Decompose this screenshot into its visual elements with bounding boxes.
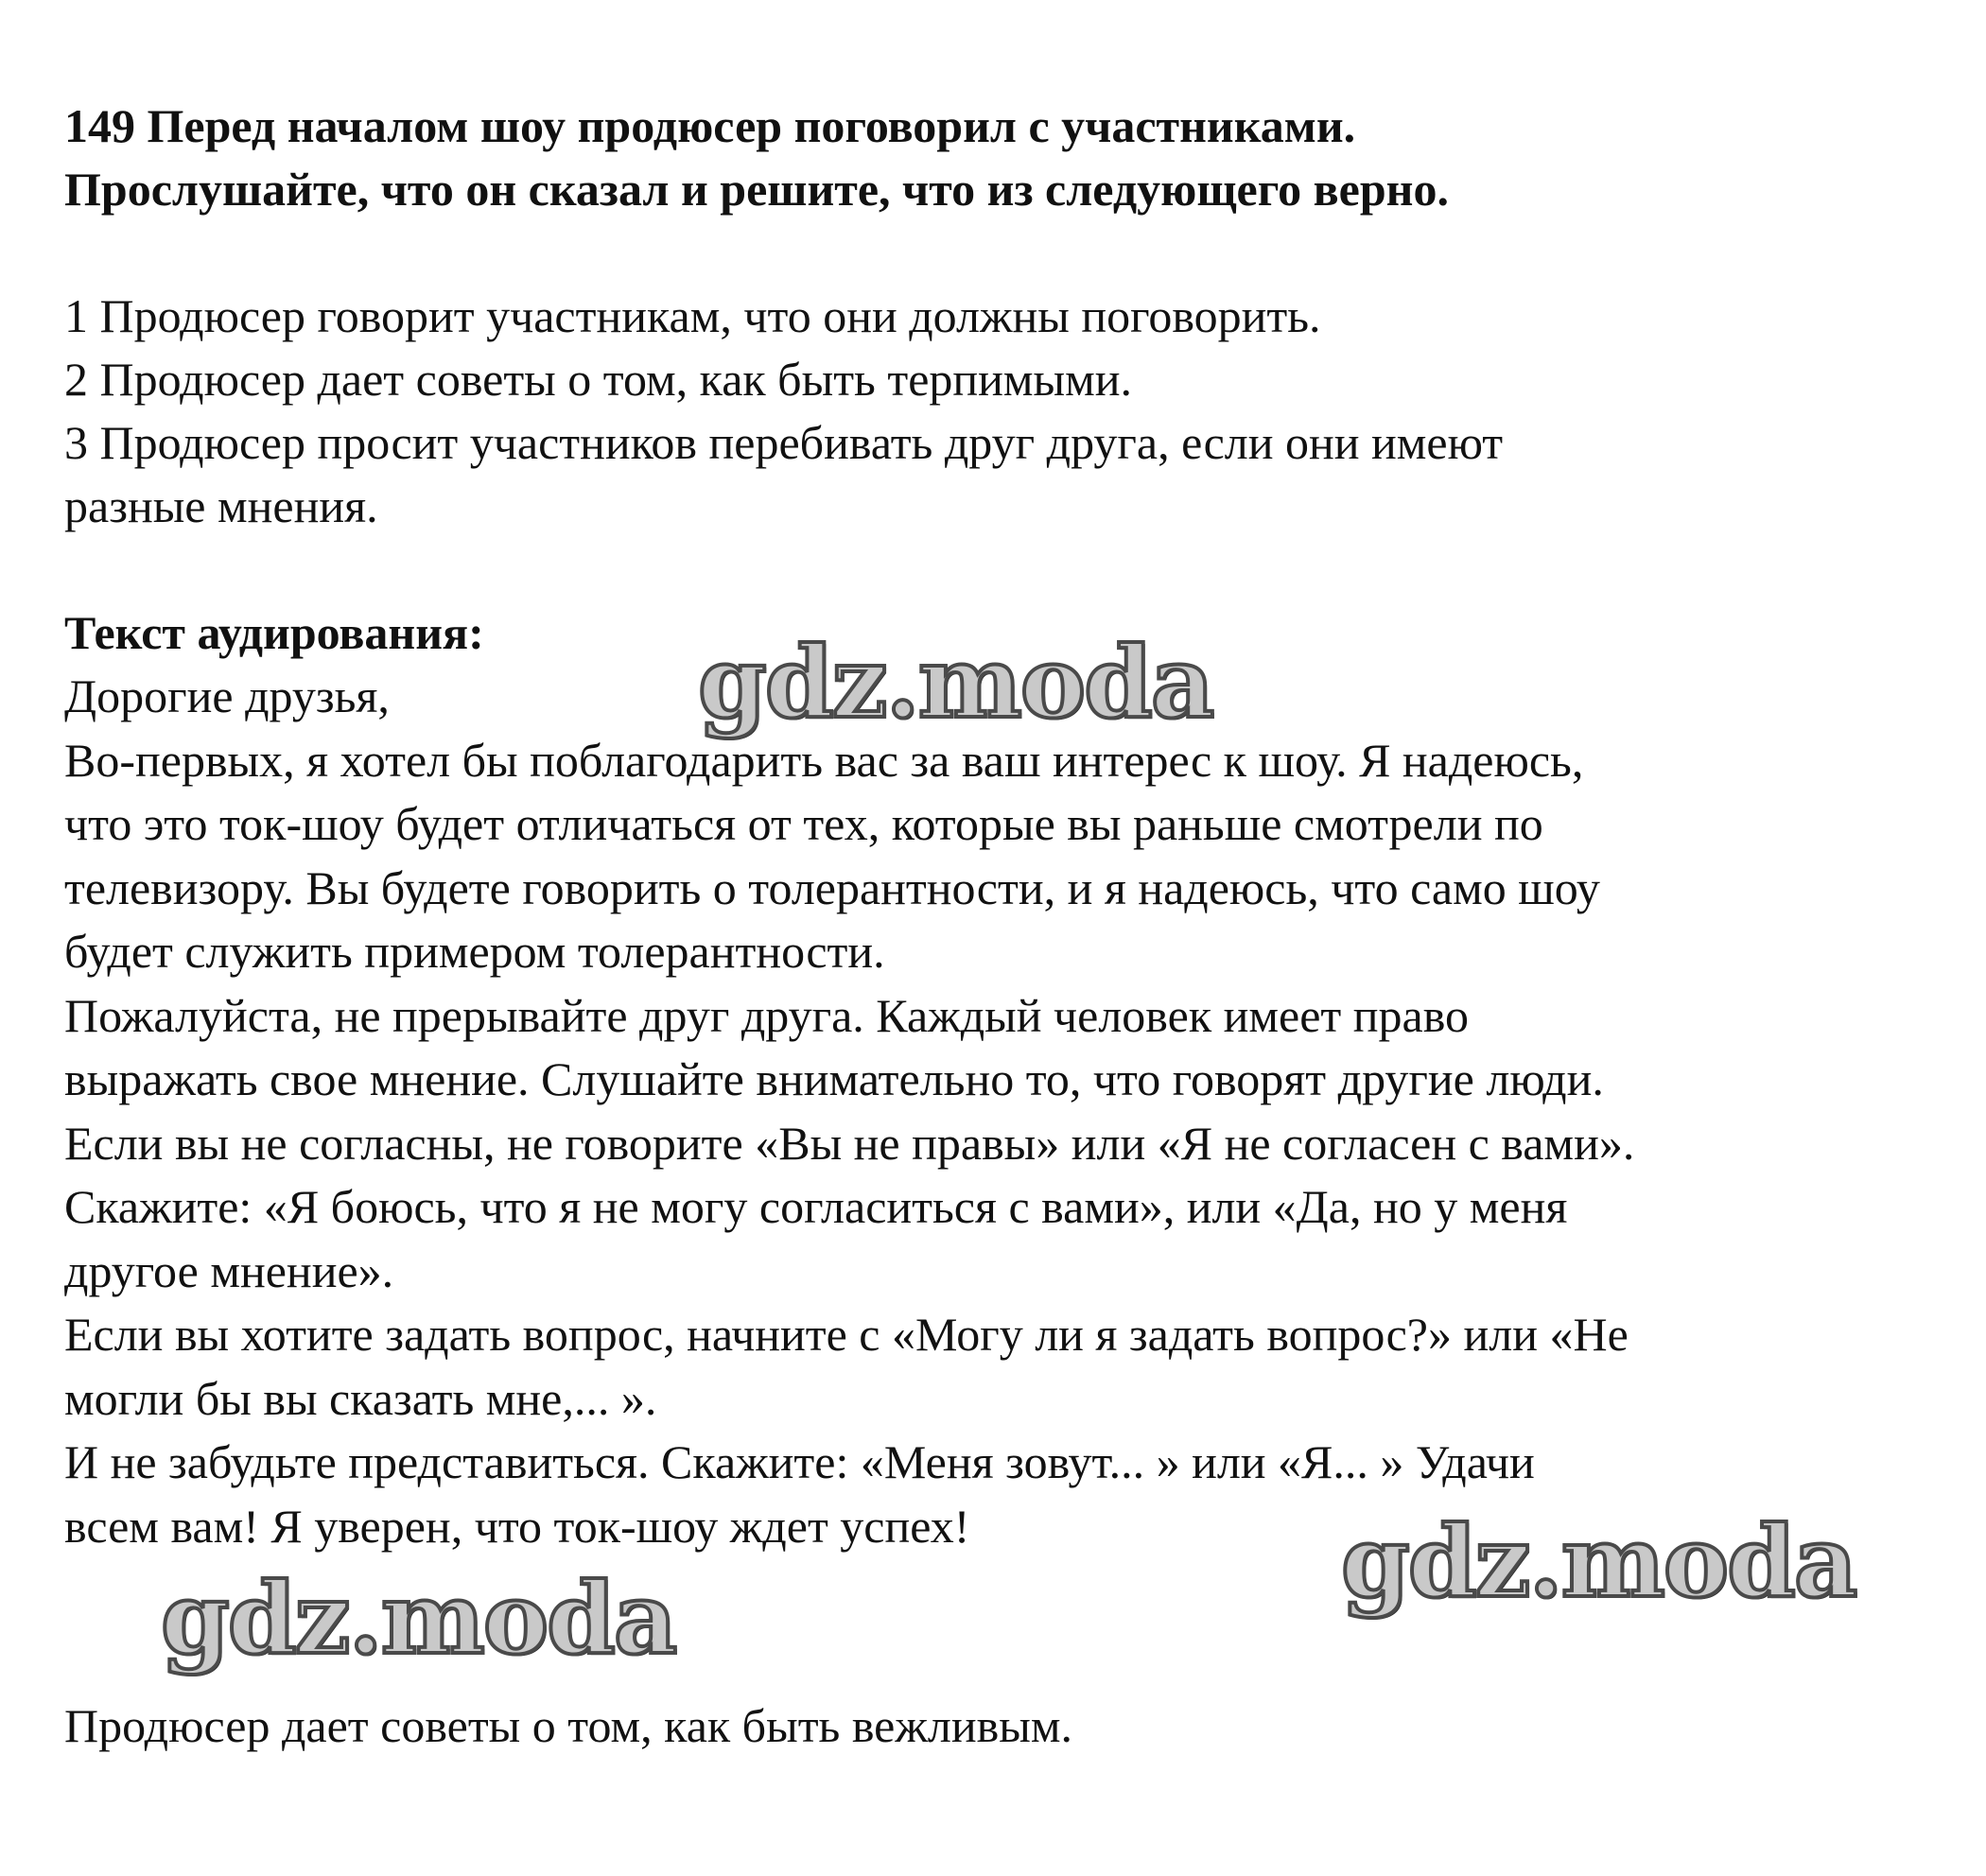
listening-line: Если вы хотите задать вопрос, начните с «Могу ли я задать вопрос?» или «Не [64,1308,1629,1361]
listening-line: будет служить примером толерантности. [64,925,885,978]
watermark-logo: gdz.moda [161,1560,676,1676]
task-heading-line: 149 Перед началом шоу продюсер поговорил с участниками. [64,99,1356,152]
option-item: 2 Продюсер дает советы о том, как быть терпимыми. [64,353,1133,406]
answer-text: Продюсер дает советы о том, как быть вежливым. [64,1699,1072,1752]
spacer [64,221,1946,285]
listening-line: Во-первых, я хотел бы поблагодарить вас за ваш интерес к шоу. Я надеюсь, [64,733,1584,787]
listening-line: что это ток-шоу будет отличаться от тех, которые вы раньше смотрели по [64,797,1543,850]
listening-line: Пожалуйста, не прерывайте друг друга. Каждый человек имеет право [64,988,1469,1042]
listening-line: Если вы не согласны, не говорите «Вы не правы» или «Я не согласен с вами». [64,1116,1635,1170]
option-item: разные мнения. [64,479,378,532]
watermark-logo: gdz.moda [698,624,1213,740]
document-content [64,95,1946,1558]
listening-line: всем вам! Я уверен, что ток-шоу ждет успех! [64,1499,970,1553]
listening-line: И не забудьте представиться. Скажите: «Меня зовут... » или «Я... » Удачи [64,1435,1535,1488]
listening-line: Скажите: «Я боюсь, что я не могу согласиться с вами», или «Да, но у меня [64,1180,1568,1233]
listening-line: телевизору. Вы будете говорить о толерантности, и я надеюсь, что само шоу [64,860,1600,914]
listening-line: могли бы вы сказать мне,... ». [64,1371,657,1425]
listening-line: Дорогие друзья, [64,669,390,722]
listening-text [64,665,1946,1558]
watermark-logo: gdz.moda [1341,1503,1856,1620]
option-item: 3 Продюсер просит участников перебивать друг друга, если они имеют [64,416,1504,469]
listening-title: Текст аудирования: [64,606,484,659]
listening-line: выражать свое мнение. Слушайте внимательно то, что говорят другие люди. [64,1052,1604,1105]
task-heading [64,95,1946,221]
task-heading-line: Прослушайте, что он сказал и решите, что из следующего верно. [64,163,1449,216]
options-list [64,285,1946,538]
option-item: 1 Продюсер говорит участникам, что они должны поговорить. [64,289,1321,342]
listening-line: другое мнение». [64,1243,394,1297]
